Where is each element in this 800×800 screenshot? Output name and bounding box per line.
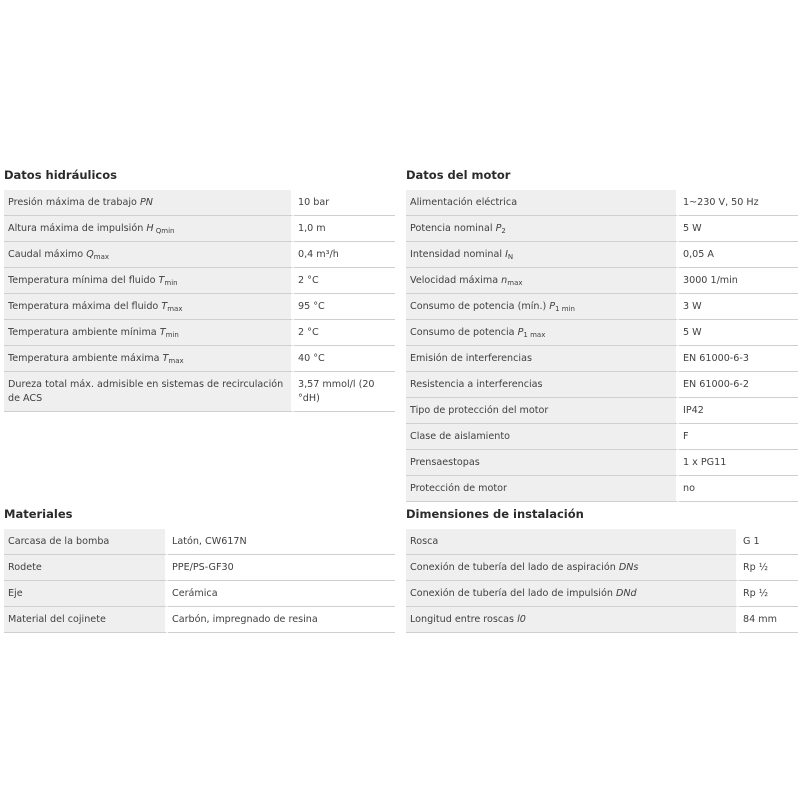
table-row: [406, 268, 798, 294]
table-motor: [406, 190, 798, 502]
row-value: 10 bar: [294, 190, 395, 216]
row-label-text: Prensaestopas: [410, 457, 480, 468]
row-value: EN 61000-6-3: [679, 346, 798, 372]
row-label: [406, 346, 679, 372]
row-label-text: Consumo de potencia (mín.): [410, 301, 550, 312]
row-label: [406, 607, 739, 633]
row-label-text: Potencia nominal: [410, 223, 496, 234]
row-label: [406, 476, 679, 502]
row-label: [4, 190, 294, 216]
row-label: [4, 529, 168, 555]
row-label: [4, 216, 294, 242]
row-label: [4, 268, 294, 294]
table-row: [406, 216, 798, 242]
row-value: no: [679, 476, 798, 502]
table-row: [406, 398, 798, 424]
row-label: [406, 424, 679, 450]
table-row: [4, 294, 395, 320]
row-label-text: Rodete: [8, 562, 42, 573]
table-row: [4, 268, 395, 294]
row-label: [406, 555, 739, 581]
row-label-subscript: N: [507, 253, 514, 261]
row-label-text: Emisión de interferencias: [410, 353, 532, 364]
table-row: [406, 346, 798, 372]
row-value: 1~230 V, 50 Hz: [679, 190, 798, 216]
row-label: [4, 320, 294, 346]
row-label-symbol: T: [161, 301, 168, 312]
row-label-symbol: H: [146, 223, 154, 234]
row-label-subscript: min: [164, 279, 178, 287]
section-title-installation: Dimensiones de instalación: [406, 507, 584, 521]
row-value: Cerámica: [168, 581, 395, 607]
section-hydraulic: [4, 168, 395, 412]
row-label-text: Dureza total máx. admisible en sistemas de recirculación de ACS: [8, 379, 284, 404]
table-installation: [406, 529, 798, 633]
row-label-text: Presión máxima de trabajo: [8, 197, 140, 208]
row-value: Rp ½: [739, 581, 798, 607]
row-label: [4, 372, 294, 412]
table-row: [406, 242, 798, 268]
row-value: 1,0 m: [294, 216, 395, 242]
row-label: [4, 294, 294, 320]
row-label: [406, 268, 679, 294]
row-label-symbol: l0: [517, 614, 526, 625]
row-label-symbol: P: [549, 301, 556, 312]
row-label-text: Tipo de protección del motor: [410, 405, 549, 416]
row-label-text: Conexión de tubería del lado de impulsión: [410, 588, 616, 599]
row-label-text: Velocidad máxima: [410, 275, 502, 286]
section-motor: [406, 168, 798, 502]
row-value: 84 mm: [739, 607, 798, 633]
row-value: F: [679, 424, 798, 450]
row-label: [406, 320, 679, 346]
row-label: [4, 346, 294, 372]
table-row: [406, 555, 798, 581]
row-label-text: Resistencia a interferencias: [410, 379, 543, 390]
row-value: 3 W: [679, 294, 798, 320]
table-hydraulic: [4, 190, 395, 412]
row-label-symbol: P: [517, 327, 524, 338]
row-label: [406, 294, 679, 320]
row-label: [406, 216, 679, 242]
table-row: [4, 607, 395, 633]
table-row: [4, 320, 395, 346]
row-label-subscript: Qmin: [153, 227, 175, 235]
row-label-subscript: max: [168, 357, 184, 365]
row-value: 3000 1/min: [679, 268, 798, 294]
row-label-symbol: PN: [139, 197, 153, 208]
table-row: [4, 190, 395, 216]
table-row: [406, 190, 798, 216]
table-row: [4, 242, 395, 268]
table-row: [406, 450, 798, 476]
section-title-materials: Materiales: [4, 507, 73, 521]
row-label-subscript: 2: [501, 227, 506, 235]
row-label-text: Temperatura ambiente máxima: [8, 353, 163, 364]
row-value: 1 x PG11: [679, 450, 798, 476]
row-label-subscript: 1 min: [555, 305, 575, 313]
row-label-symbol: DNs: [618, 562, 639, 573]
section-title-motor: Datos del motor: [406, 168, 511, 182]
row-value: Carbón, impregnado de resina: [168, 607, 395, 633]
row-label-subscript: max: [507, 279, 523, 287]
row-label-text: Longitud entre roscas: [410, 614, 518, 625]
row-label-text: Temperatura máxima del fluido: [8, 301, 162, 312]
row-value: Rp ½: [739, 555, 798, 581]
row-value: 5 W: [679, 216, 798, 242]
row-label-symbol: T: [158, 275, 165, 286]
row-value: 0,05 A: [679, 242, 798, 268]
row-value: 2 °C: [294, 320, 395, 346]
table-row: [4, 555, 395, 581]
row-label: [406, 581, 739, 607]
row-label-text: Temperatura ambiente mínima: [8, 327, 160, 338]
row-value: 3,57 mmol/l (20 °dH): [294, 372, 395, 412]
row-label-subscript: 1 max: [523, 331, 546, 339]
row-value: IP42: [679, 398, 798, 424]
row-label-text: Carcasa de la bomba: [8, 536, 110, 547]
row-label-symbol: Q: [86, 249, 94, 260]
row-value: 0,4 m³/h: [294, 242, 395, 268]
row-label-text: Eje: [8, 588, 23, 599]
row-value: 40 °C: [294, 346, 395, 372]
table-row: [406, 320, 798, 346]
row-label-text: Material del cojinete: [8, 614, 106, 625]
row-label-subscript: max: [93, 253, 110, 261]
row-value: 5 W: [679, 320, 798, 346]
row-label: [406, 529, 739, 555]
row-label-text: Altura máxima de impulsión: [8, 223, 147, 234]
row-label-symbol: T: [159, 327, 166, 338]
table-row: [406, 581, 798, 607]
row-label-text: Rosca: [410, 536, 439, 547]
table-row: [406, 529, 798, 555]
row-label-text: Conexión de tubería del lado de aspiración: [410, 562, 619, 573]
section-title-hydraulic: Datos hidráulicos: [4, 168, 117, 182]
table-row: [4, 529, 395, 555]
row-label-text: Temperatura mínima del fluido: [8, 275, 159, 286]
row-label: [4, 242, 294, 268]
row-value: 95 °C: [294, 294, 395, 320]
table-row: [4, 372, 395, 412]
row-value: PPE/PS-GF30: [168, 555, 395, 581]
row-label: [406, 372, 679, 398]
row-label-text: Caudal máximo: [8, 249, 87, 260]
row-label-subscript: min: [165, 331, 179, 339]
table-row: [406, 476, 798, 502]
table-materials: [4, 529, 395, 633]
row-label-symbol: DNd: [615, 588, 637, 599]
table-row: [4, 581, 395, 607]
table-row: [406, 424, 798, 450]
row-label-subscript: max: [167, 305, 183, 313]
row-label-text: Protección de motor: [410, 483, 507, 494]
table-row: [4, 346, 395, 372]
row-value: 2 °C: [294, 268, 395, 294]
row-value: G 1: [739, 529, 798, 555]
row-label-symbol: I: [505, 249, 508, 260]
row-label: [406, 190, 679, 216]
row-label-symbol: P: [495, 223, 502, 234]
row-value: Latón, CW617N: [168, 529, 395, 555]
row-value: EN 61000-6-2: [679, 372, 798, 398]
table-row: [4, 216, 395, 242]
row-label: [406, 398, 679, 424]
row-label-symbol: n: [501, 275, 508, 286]
table-row: [406, 607, 798, 633]
table-row: [406, 372, 798, 398]
row-label-text: Consumo de potencia: [410, 327, 518, 338]
row-label: [4, 555, 168, 581]
row-label: [406, 242, 679, 268]
table-row: [406, 294, 798, 320]
row-label-text: Alimentación eléctrica: [410, 197, 518, 208]
row-label: [4, 581, 168, 607]
row-label-text: Clase de aislamiento: [410, 431, 510, 442]
row-label-symbol: T: [162, 353, 169, 364]
row-label: [406, 450, 679, 476]
section-installation: [406, 507, 798, 633]
row-label: [4, 607, 168, 633]
row-label-text: Intensidad nominal: [410, 249, 506, 260]
section-materials: [4, 507, 395, 633]
